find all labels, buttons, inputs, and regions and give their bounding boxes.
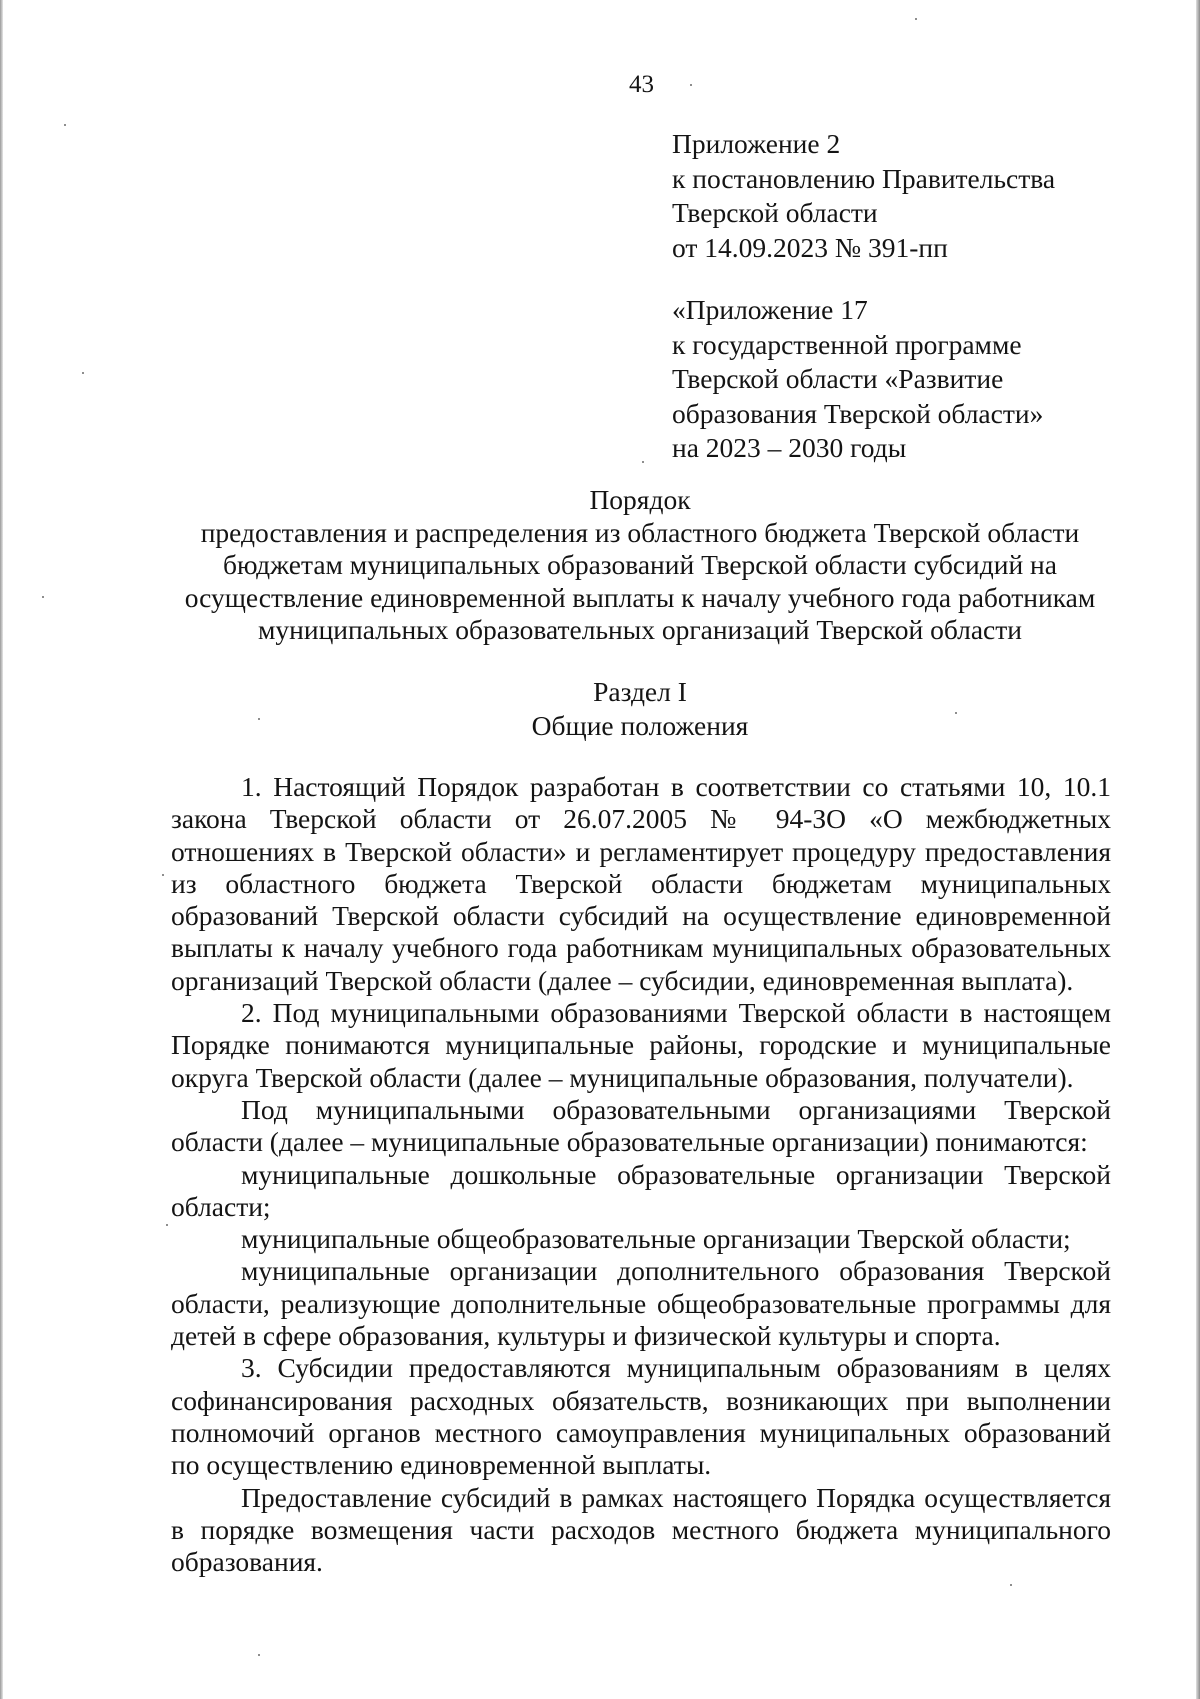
- attachment-line: от 14.09.2023 № 391-пп: [672, 231, 948, 263]
- section-number: Раздел I: [593, 676, 687, 707]
- paragraph: муниципальные общеобразовательные организации Тверской области;: [241, 1223, 1071, 1255]
- scan-speck: [258, 1654, 260, 1656]
- program-attachment-line: к государственной программе: [672, 328, 1022, 360]
- program-attachment-header: [672, 293, 1043, 466]
- attachment-line: Тверской области: [672, 197, 878, 228]
- section-name: Общие положения: [531, 710, 749, 741]
- program-attachment-line: образования Тверской области»: [672, 397, 1044, 429]
- scan-speck: [642, 461, 644, 463]
- paragraph: Предоставление субсидий в рамках настоящего Порядка осуществляется в порядке возмещения части расходов местного бюджета муниципального образования.: [171, 1481, 1111, 1578]
- scan-speck: [915, 18, 917, 20]
- scan-speck: [162, 874, 164, 876]
- document-title: [150, 484, 1130, 647]
- program-attachment-line: «Приложение 17: [672, 294, 868, 325]
- document-body: [171, 771, 1111, 1578]
- paragraph: муниципальные дошкольные образовательные организации Тверской области;: [171, 1158, 1111, 1222]
- paragraph: 3. Субсидии предоставляются муниципальным образованиям в целях софинансирования расходных обязательств, возникающих при выполнении полномочий органов местного самоуправления муниципальных образований по осуществлению единовременной выплаты.: [171, 1352, 1111, 1481]
- scan-speck: [1010, 1584, 1012, 1586]
- scan-edge-left: [0, 0, 3, 1699]
- document-title-line: муниципальных образовательных организаций Тверской области: [258, 614, 1022, 645]
- document-title-heading: Порядок: [589, 484, 691, 515]
- paragraph: муниципальные организации дополнительного образования Тверской области, реализующие дополнительные общеобразовательные программы для детей в сфере образования, культуры и физической культуры и спорта.: [171, 1255, 1111, 1352]
- attachment-line: Приложение 2: [672, 128, 841, 159]
- section-heading: [150, 675, 1130, 743]
- attachment-line: к постановлению Правительства: [672, 162, 1056, 194]
- paragraph: 1. Настоящий Порядок разработан в соответствии со статьями 10, 10.1 закона Тверской области от 26.07.2005 № 94-ЗО «О межбюджетных отношениях в Тверской области» и регламентирует процедуру предоставления из областного бюджета Тверской области бюджетам муниципальных образований Тверской области субсидий на осуществление единовременной выплаты к началу учебного года работникам муниципальных образовательных организаций Тверской области (далее – субсидии, единовременная выплата).: [171, 771, 1111, 996]
- scan-speck: [82, 372, 84, 374]
- document-title-line: предоставления и распределения из областного бюджета Тверской области: [200, 516, 1080, 548]
- scan-edge-right: [1196, 0, 1200, 1699]
- document-title-line: бюджетам муниципальных образований Тверской области субсидий на: [223, 549, 1057, 580]
- document-title-line: осуществление единовременной выплаты к началу учебного года работникам: [184, 581, 1096, 613]
- scan-speck: [64, 124, 66, 126]
- program-attachment-line: на 2023 – 2030 годы: [672, 432, 907, 463]
- scan-speck: [42, 596, 44, 598]
- scan-speck: [166, 1224, 168, 1226]
- program-attachment-line: Тверской области «Развитие: [672, 363, 1004, 394]
- page-number: 43: [629, 71, 654, 98]
- paragraph: Под муниципальными образовательными организациями Тверской области (далее – муниципальные образовательные организации) понимаются:: [171, 1093, 1111, 1158]
- paragraph: 2. Под муниципальными образованиями Тверской области в настоящем Порядке понимаются муниципальные районы, городские и муниципальные округа Тверской области (далее – муниципальные образования, получатели).: [171, 997, 1111, 1093]
- attachment-header: [672, 127, 1055, 265]
